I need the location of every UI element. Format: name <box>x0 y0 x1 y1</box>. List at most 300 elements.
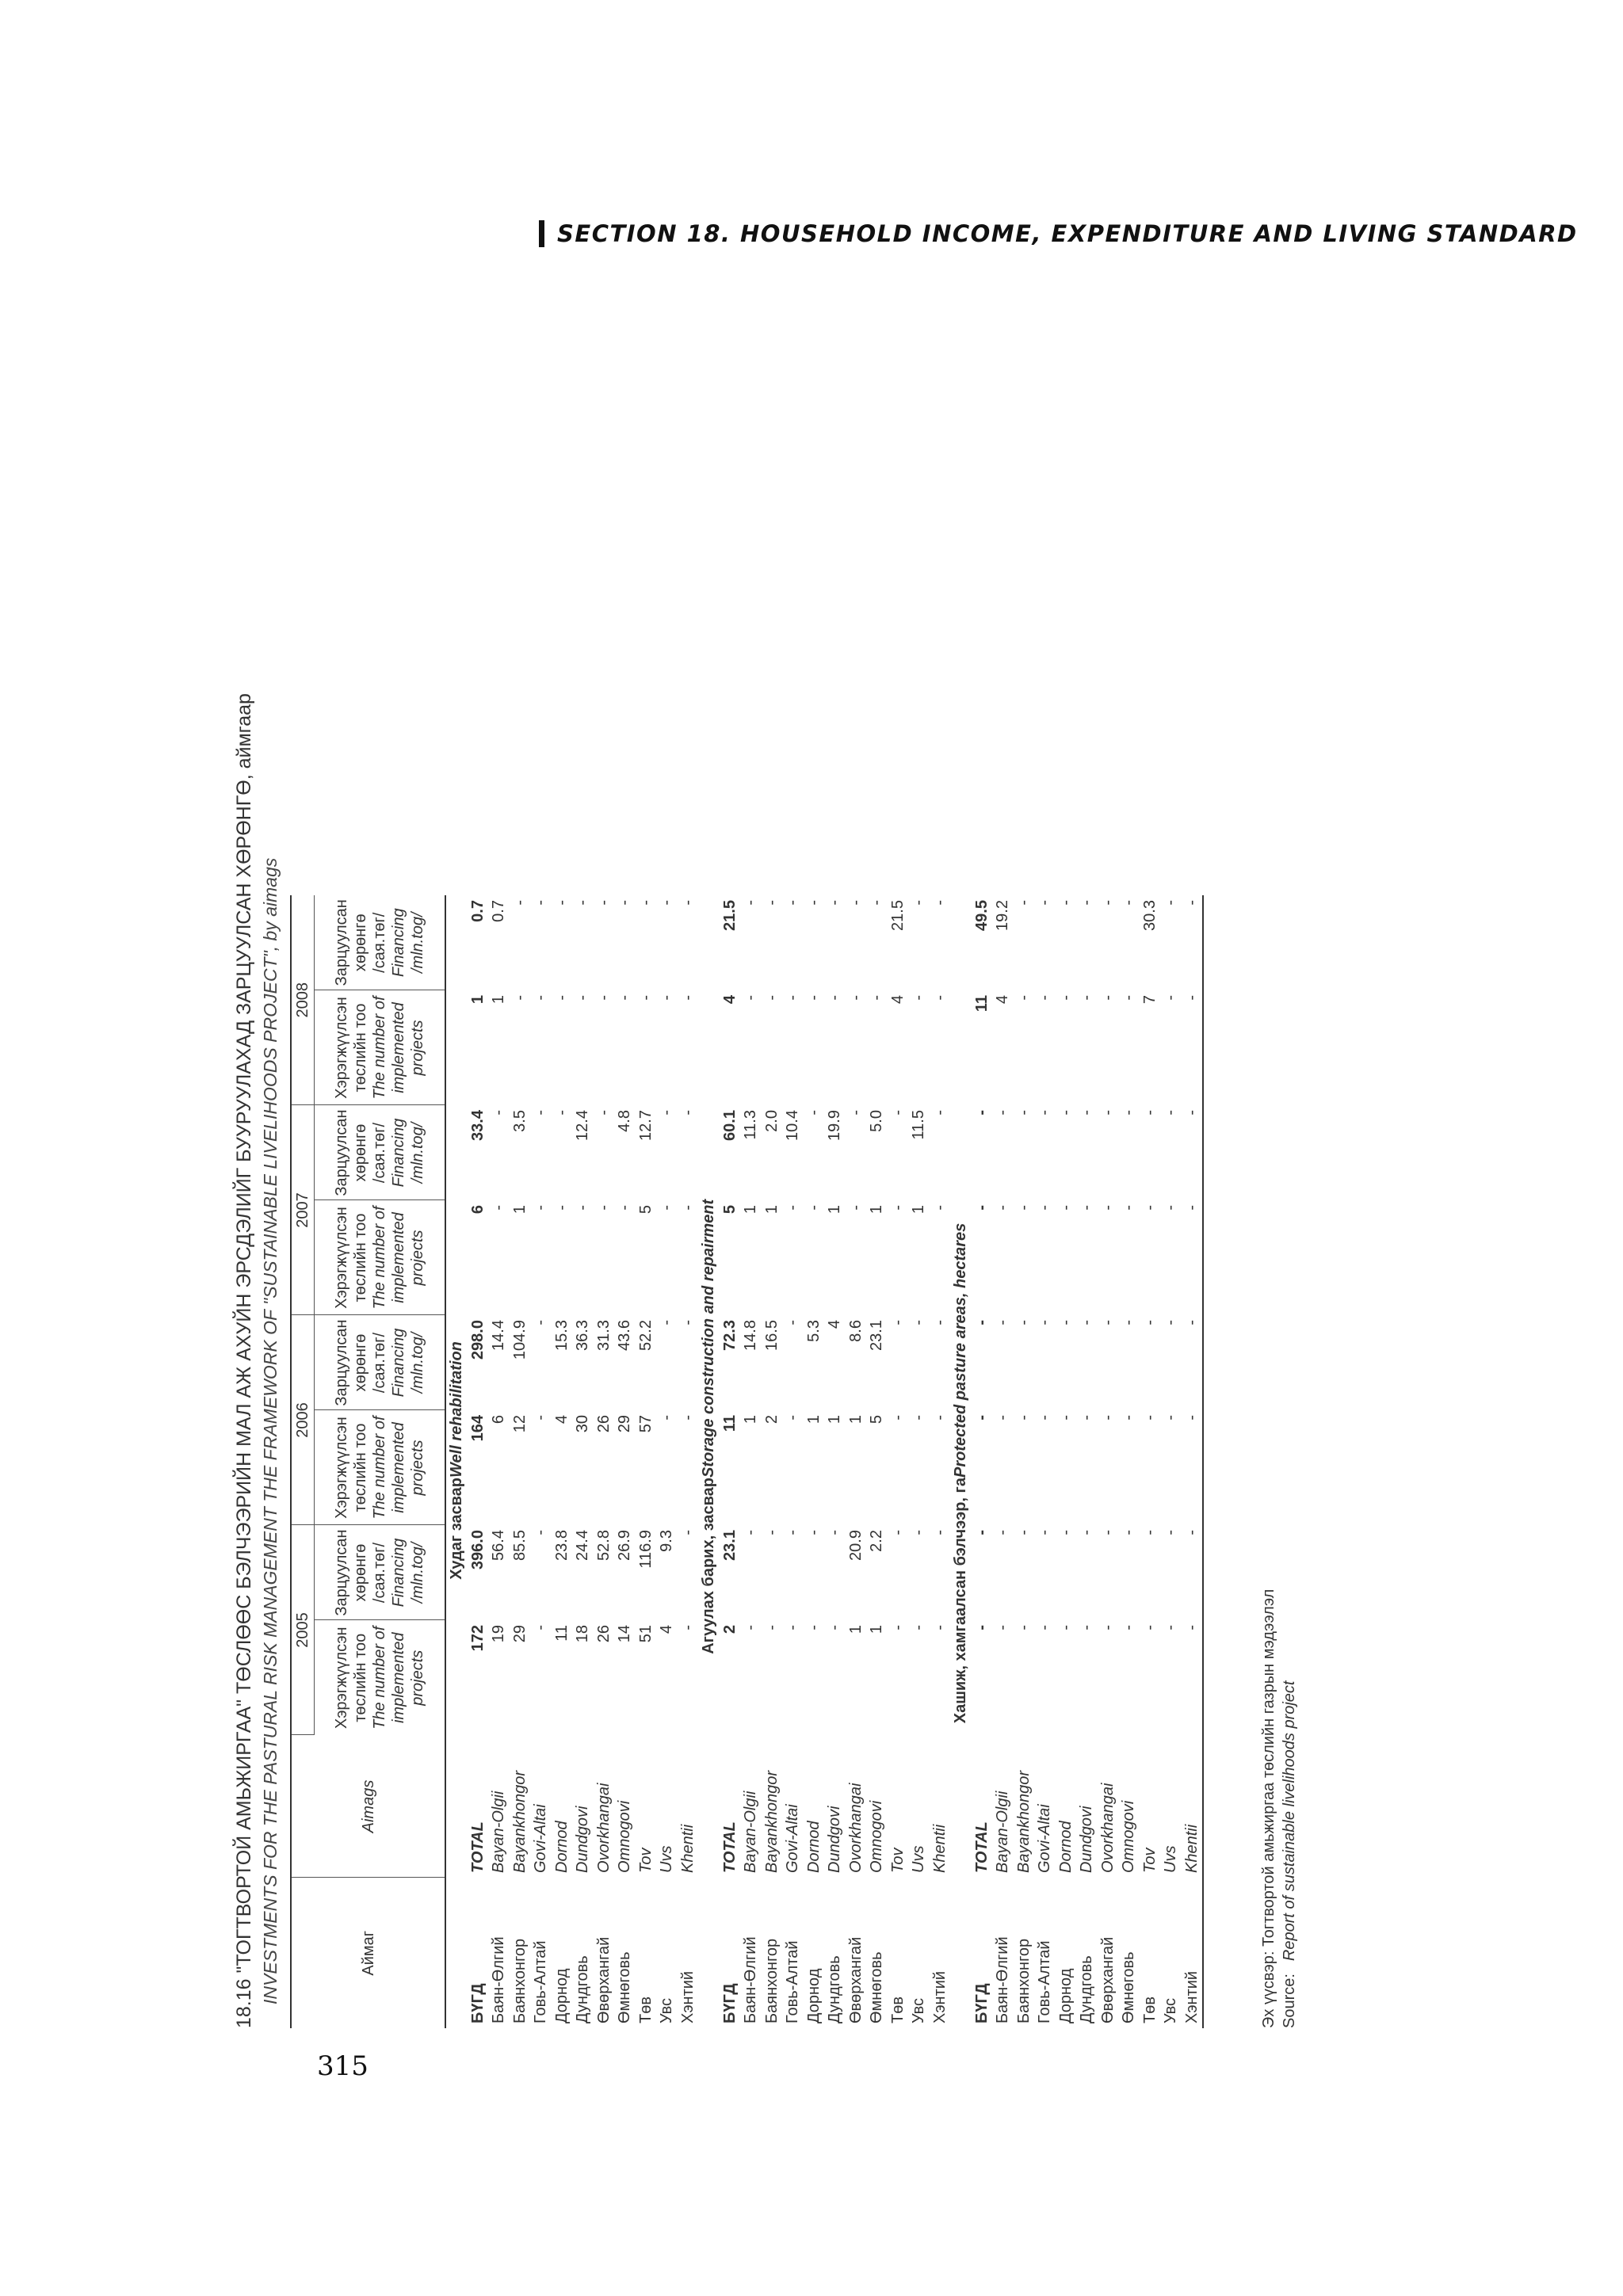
projects-cell: 6 <box>490 1415 507 1425</box>
projects-cell: - <box>552 1205 571 1211</box>
aimag-name-mn: Өвөрхангай <box>594 1936 613 2023</box>
aimag-name-en: Tov <box>636 1848 655 1873</box>
financing-header-mn: /сая.төг/ <box>371 912 388 973</box>
source-note-mn: Эх үүсвэр: Тогтвортой амьжиргаа төслийн газрын мэдээлэл <box>1260 1589 1277 2028</box>
financing-cell: 104.9 <box>510 1320 529 1360</box>
projects-cell: - <box>490 1205 507 1211</box>
financing-cell: 12.4 <box>574 1110 591 1141</box>
projects-cell: 11 <box>972 995 991 1013</box>
aimag-name-mn: Баянхонгор <box>1014 1938 1033 2023</box>
financing-cell: - <box>910 1530 927 1535</box>
projects-cell: 164 <box>468 1415 487 1442</box>
projects-cell: - <box>574 995 591 1001</box>
table-row <box>572 895 594 2028</box>
projects-cell: - <box>1182 990 1204 1105</box>
financing-header-en: /mln.tog/ <box>409 1122 426 1184</box>
projects-cell: 4 <box>720 995 739 1005</box>
financing-cell: - <box>1182 1315 1204 1410</box>
table-row <box>1160 895 1182 2028</box>
aimag-name-en: Khentii <box>678 1824 697 1873</box>
projects-cell: - <box>784 1625 801 1630</box>
financing-col-header <box>315 1525 446 1620</box>
financing-cell: - <box>678 1530 697 1535</box>
aimag-name-mn: Дундговь <box>1078 1955 1095 2023</box>
projects-cell: - <box>742 995 759 1001</box>
table-row <box>1182 895 1204 2028</box>
financing-cell: 8.6 <box>846 1320 865 1342</box>
projects-header-mn: төслийн тоо <box>352 1213 369 1302</box>
aimag-name-en: Bayan-Olgii <box>994 1791 1011 1873</box>
projects-cell: 5 <box>720 1205 739 1215</box>
aimag-name-mn: Увс <box>658 1998 675 2023</box>
projects-cell: - <box>1120 1415 1137 1421</box>
projects-header-en: The number of <box>371 996 388 1100</box>
financing-cell: 14.4 <box>490 1320 507 1351</box>
projects-header-mn: төслийн тоо <box>352 1423 369 1512</box>
projects-cell: - <box>1162 995 1179 1001</box>
projects-cell: - <box>678 1205 697 1211</box>
financing-header-mn: /сая.төг/ <box>371 1332 388 1394</box>
projects-header-en: The number of <box>371 1416 388 1520</box>
financing-cell: - <box>994 1320 1011 1325</box>
projects-cell: 1 <box>826 1415 843 1425</box>
financing-cell: - <box>552 900 571 906</box>
financing-header-en: /mln.tog/ <box>409 1542 426 1604</box>
projects-cell: - <box>1182 1620 1204 1735</box>
projects-cell: 5 <box>636 1205 655 1215</box>
projects-cell: - <box>1056 1415 1075 1421</box>
table-title-mn: 18.16 "ТОГТВОРТОЙ АМЬЖИРГАА" ТӨСЛӨӨС БЭЛЧЭЭРИЙН МАЛ АЖ АХУЙН ЭРСДЭЛИЙГ БУУРУУЛАХАД ЗАРЦУУЛСАН ХӨРӨНГӨ, аймгаар <box>233 693 255 2028</box>
aimag-name-mn: Дорнод <box>1056 1968 1075 2023</box>
financing-cell: 31.3 <box>594 1320 613 1351</box>
financing-cell: - <box>1056 1320 1075 1325</box>
projects-cell: - <box>1182 1410 1204 1525</box>
projects-cell: - <box>972 1205 991 1211</box>
table-row <box>1034 895 1056 2028</box>
projects-cell: - <box>910 995 927 1001</box>
aimag-name-en: Dundgovi <box>1078 1806 1095 1873</box>
financing-cell: - <box>784 1320 801 1325</box>
aimag-name-en: Uvs <box>1162 1845 1179 1873</box>
financing-header-mn: хөрөнгө <box>352 1123 369 1182</box>
projects-header-mn: Хэрэгжүүлсэн <box>333 1417 350 1519</box>
aimag-name-en: Omnogovi <box>868 1800 885 1873</box>
projects-header-mn: Хэрэгжүүлсэн <box>333 1627 350 1730</box>
financing-cell: - <box>678 900 697 906</box>
financing-cell: - <box>532 1110 549 1116</box>
table-row <box>636 895 657 2028</box>
financing-header-en: /mln.tog/ <box>409 1332 426 1394</box>
projects-cell: - <box>868 995 885 1001</box>
col-header-aimag-mn: Аймаг <box>291 1878 445 2028</box>
financing-cell: - <box>490 1110 507 1116</box>
financing-cell: - <box>930 1320 949 1325</box>
source-value: Report of sustainable livelihoods project <box>1281 1680 1298 1962</box>
financing-cell: - <box>658 1110 675 1116</box>
financing-header-en: Financing <box>390 1118 407 1188</box>
aimag-name-en: Uvs <box>910 1845 927 1873</box>
projects-cell: - <box>930 995 949 1001</box>
financing-cell: - <box>510 900 529 906</box>
projects-cell: - <box>532 1415 549 1421</box>
financing-cell: - <box>762 1530 781 1535</box>
aimag-name-en: Omnogovi <box>616 1800 633 1873</box>
aimag-name-en: Uvs <box>658 1845 675 1873</box>
aimag-name-en: Khentii <box>930 1824 949 1873</box>
aimag-name-en: Ovorkhangai <box>1098 1783 1117 1873</box>
block-title-en: Protected pasture areas, hectares <box>952 1222 969 1478</box>
projects-cell: - <box>930 1415 949 1421</box>
financing-cell: - <box>804 1530 823 1535</box>
projects-cell: 1 <box>868 1625 885 1634</box>
projects-cell: - <box>846 1205 865 1211</box>
projects-cell: - <box>1056 1205 1075 1211</box>
aimag-name-en: Govi-Altai <box>532 1804 549 1873</box>
projects-cell: - <box>1162 1625 1179 1630</box>
projects-cell: - <box>1014 1205 1033 1211</box>
financing-cell: - <box>1014 1530 1033 1535</box>
financing-cell: 10.4 <box>784 1110 801 1141</box>
block-subheader <box>698 895 720 2028</box>
total-row <box>468 895 489 2028</box>
table-row <box>992 895 1014 2028</box>
projects-cell: 4 <box>888 995 907 1005</box>
financing-cell: - <box>552 1110 571 1116</box>
projects-header-en: projects <box>409 1440 426 1496</box>
block-subheader-row <box>445 895 468 2028</box>
projects-cell: - <box>994 1625 1011 1630</box>
table-row <box>552 895 573 2028</box>
projects-cell: 1 <box>742 1415 759 1425</box>
projects-cell: - <box>658 995 675 1001</box>
projects-cell: - <box>804 995 823 1001</box>
block-title-mn: Агуулах барих, засвар <box>700 1478 717 1654</box>
financing-cell: - <box>1140 1530 1159 1535</box>
aimag-name-en: Dornod <box>1056 1821 1075 1873</box>
aimag-name-mn: Дорнод <box>552 1968 571 2023</box>
projects-header-en: The number of <box>371 1626 388 1730</box>
financing-cell: - <box>1098 1530 1117 1535</box>
projects-cell: 1 <box>468 995 487 1005</box>
financing-cell: - <box>636 900 655 906</box>
table-row <box>1014 895 1035 2028</box>
projects-header-en: projects <box>409 1230 426 1286</box>
financing-cell: 5.3 <box>804 1320 823 1342</box>
block-subheader-row <box>950 895 972 2028</box>
projects-header-mn: төслийн тоо <box>352 1003 369 1093</box>
block-subheader <box>445 895 468 2028</box>
year-header: 2008 <box>291 895 315 1105</box>
projects-cell: - <box>1098 995 1117 1001</box>
aimag-name-en: Khentii <box>1182 1735 1204 1878</box>
aimag-name-mn: Баян-Өлгий <box>490 1936 507 2023</box>
projects-col-header <box>315 1620 446 1735</box>
total-row <box>720 895 741 2028</box>
table-row <box>614 895 636 2028</box>
projects-cell: - <box>1120 1625 1137 1630</box>
block-subheader-row <box>698 895 720 2028</box>
financing-header-en: Financing <box>390 1538 407 1608</box>
year-header: 2006 <box>291 1315 315 1525</box>
financing-cell: - <box>742 900 759 906</box>
financing-col-header <box>315 1105 446 1200</box>
financing-cell: - <box>658 1320 675 1325</box>
financing-cell: 9.3 <box>658 1530 675 1552</box>
aimag-name-en: Dundgovi <box>826 1806 843 1873</box>
projects-cell: 19 <box>490 1625 507 1643</box>
table-row <box>1098 895 1119 2028</box>
financing-cell: - <box>616 900 633 906</box>
projects-cell: 11 <box>552 1625 571 1642</box>
financing-cell: - <box>1078 1320 1095 1325</box>
financing-cell: 43.6 <box>616 1320 633 1351</box>
projects-cell: - <box>1056 1625 1075 1630</box>
projects-cell: - <box>1098 1205 1117 1211</box>
projects-cell: 1 <box>742 1205 759 1215</box>
aimag-name-mn: Өмнөговь <box>1120 1951 1137 2023</box>
projects-cell: - <box>532 995 549 1001</box>
projects-cell: - <box>1140 1415 1159 1421</box>
aimag-name-mn: Дорнод <box>804 1968 823 2023</box>
financing-cell: - <box>972 1530 991 1535</box>
projects-cell: - <box>1098 1415 1117 1421</box>
financing-cell: 24.4 <box>574 1530 591 1561</box>
projects-cell: - <box>1098 1625 1117 1630</box>
financing-cell: 49.5 <box>972 900 991 931</box>
financing-cell: 23.8 <box>552 1530 571 1561</box>
block-title-mn: Хашиж, хамгаалсан бэлчээр, га <box>952 1478 969 1724</box>
table-row <box>866 895 888 2028</box>
projects-cell: 1 <box>804 1415 823 1425</box>
financing-cell: 30.3 <box>1140 900 1159 931</box>
projects-cell: - <box>616 995 633 1001</box>
financing-cell: - <box>804 900 823 906</box>
financing-cell: - <box>972 1110 991 1116</box>
financing-cell: - <box>1140 1110 1159 1116</box>
financing-cell: - <box>532 1530 549 1535</box>
projects-cell: 2 <box>762 1415 781 1425</box>
financing-cell: - <box>658 900 675 906</box>
projects-cell: 14 <box>616 1625 633 1643</box>
financing-cell: - <box>1014 1320 1033 1325</box>
projects-cell: 4 <box>658 1625 675 1634</box>
aimag-name-en: Dornod <box>804 1821 823 1873</box>
financing-cell: - <box>1182 1525 1204 1620</box>
projects-cell: 1 <box>762 1205 781 1215</box>
projects-cell: 1 <box>846 1625 865 1634</box>
aimag-name-en: Bayankhongor <box>510 1771 529 1873</box>
projects-cell: 5 <box>868 1415 885 1425</box>
financing-cell: - <box>1078 1110 1095 1116</box>
aimag-name-mn: Дундговь <box>574 1955 591 2023</box>
financing-cell: 0.7 <box>468 900 487 922</box>
aimag-name-en: Bayankhongor <box>762 1771 781 1873</box>
financing-cell: - <box>1078 1530 1095 1535</box>
aimag-name-mn: Төв <box>1140 1997 1159 2023</box>
financing-cell: - <box>846 900 865 906</box>
financing-cell: - <box>678 1110 697 1116</box>
table-row <box>510 895 531 2028</box>
table-row <box>930 895 951 2028</box>
projects-cell: - <box>888 1625 907 1630</box>
aimag-name-mn: Говь-Алтай <box>532 1940 549 2023</box>
table-row <box>804 895 825 2028</box>
projects-header-en: projects <box>409 1020 426 1076</box>
financing-cell: 60.1 <box>720 1110 739 1141</box>
aimag-name-en: TOTAL <box>468 1821 487 1873</box>
table-row <box>594 895 615 2028</box>
financing-cell: - <box>1140 1320 1159 1325</box>
projects-cell: - <box>762 995 781 1001</box>
financing-cell: - <box>1162 1110 1179 1116</box>
aimag-name-mn: Увс <box>1162 1998 1179 2023</box>
financing-cell: - <box>888 1110 907 1116</box>
aimag-name-mn: Баянхонгор <box>510 1938 529 2023</box>
financing-header-mn: Зарцуулсан <box>333 1529 350 1616</box>
financing-cell: - <box>1056 1530 1075 1535</box>
financing-cell: 2.0 <box>762 1110 781 1132</box>
financing-cell: 0.7 <box>490 900 507 922</box>
financing-cell: 11.5 <box>910 1110 927 1140</box>
projects-cell: - <box>826 1625 843 1630</box>
projects-cell: 4 <box>552 1415 571 1425</box>
financing-header-en: Financing <box>390 908 407 978</box>
financing-cell: 36.3 <box>574 1320 591 1351</box>
projects-cell: - <box>1036 1625 1053 1630</box>
projects-cell: - <box>1078 995 1095 1001</box>
aimag-name-en: TOTAL <box>972 1821 991 1873</box>
projects-cell: 1 <box>510 1205 529 1215</box>
aimag-name-mn: Хэнтий <box>1182 1878 1204 2028</box>
financing-cell: 21.5 <box>720 900 739 931</box>
financing-cell: - <box>594 900 613 906</box>
projects-cell: 4 <box>994 995 1011 1005</box>
financing-cell: 52.2 <box>636 1320 655 1351</box>
projects-cell: - <box>532 1205 549 1211</box>
projects-cell: - <box>784 995 801 1001</box>
year-header: 2005 <box>291 1525 315 1735</box>
financing-cell: - <box>804 1110 823 1116</box>
source-label: Source: <box>1281 1974 1298 2028</box>
projects-cell: - <box>804 1625 823 1630</box>
financing-header-en: Financing <box>390 1328 407 1398</box>
block-subheader <box>950 895 972 2028</box>
table-row <box>678 895 699 2028</box>
financing-header-mn: хөрөнгө <box>352 1333 369 1392</box>
financing-cell: 26.9 <box>616 1530 633 1561</box>
projects-cell: - <box>616 1205 633 1211</box>
aimag-name-mn: БҮГД <box>972 1983 991 2023</box>
projects-cell: 18 <box>574 1625 591 1643</box>
projects-cell: 51 <box>636 1625 655 1643</box>
table-row <box>530 895 552 2028</box>
table-row <box>1140 895 1161 2028</box>
financing-cell: - <box>994 1530 1011 1535</box>
financing-cell: 11.3 <box>742 1110 759 1140</box>
aimag-name-en: TOTAL <box>720 1821 739 1873</box>
financing-cell: - <box>574 900 591 906</box>
table-row <box>824 895 846 2028</box>
projects-header-en: projects <box>409 1650 426 1706</box>
financing-cell: - <box>1036 1320 1053 1325</box>
financing-cell: 3.5 <box>510 1110 529 1132</box>
projects-cell: - <box>804 1205 823 1211</box>
projects-cell: - <box>532 1625 549 1630</box>
projects-cell: 1 <box>868 1205 885 1215</box>
projects-cell: - <box>1036 995 1053 1001</box>
projects-cell: - <box>1036 1205 1053 1211</box>
financing-cell: - <box>532 900 549 906</box>
table-row <box>762 895 783 2028</box>
financing-cell: 15.3 <box>552 1320 571 1351</box>
projects-cell: - <box>826 995 843 1001</box>
aimag-name-en: Bayan-Olgii <box>742 1791 759 1873</box>
aimag-name-en: Tov <box>888 1848 907 1873</box>
projects-cell: - <box>1120 1205 1137 1211</box>
financing-cell: - <box>784 900 801 906</box>
financing-cell: - <box>762 900 781 906</box>
projects-header-mn: Хэрэгжүүлсэн <box>333 997 350 1099</box>
projects-cell: 172 <box>468 1625 487 1652</box>
financing-cell: - <box>1036 900 1053 906</box>
financing-cell: 2.2 <box>868 1530 885 1552</box>
projects-cell: - <box>552 995 571 1001</box>
table-title-en: INVESTMENTS FOR THE PASTURAL RISK MANAGEMENT THE FRAMEWORK OF "SUSTAINABLE LIVELIHOODS PROJECT", by aimags <box>260 857 281 2004</box>
table-row <box>1076 895 1098 2028</box>
projects-cell: - <box>510 995 529 1001</box>
aimag-name-mn: Дундговь <box>826 1955 843 2023</box>
financing-cell: - <box>1162 900 1179 906</box>
projects-cell: - <box>678 995 697 1001</box>
projects-cell: 29 <box>510 1625 529 1643</box>
aimag-name-en: Bayan-Olgii <box>490 1791 507 1873</box>
financing-cell: - <box>1098 900 1117 906</box>
projects-cell: - <box>930 1625 949 1630</box>
aimag-name-mn: Төв <box>888 1997 907 2023</box>
projects-cell: 1 <box>910 1205 927 1215</box>
projects-cell: - <box>574 1205 591 1211</box>
financing-cell: - <box>1036 1530 1053 1535</box>
projects-cell: - <box>678 1625 697 1630</box>
projects-cell: 26 <box>594 1625 613 1643</box>
financing-cell: 396.0 <box>468 1530 487 1570</box>
financing-cell: 4.8 <box>616 1110 633 1132</box>
page-number: 315 <box>317 2050 369 2082</box>
projects-cell: - <box>594 1205 613 1211</box>
projects-cell: - <box>972 1415 991 1421</box>
financing-cell: 23.1 <box>868 1320 885 1351</box>
projects-cell: - <box>594 995 613 1001</box>
financing-cell: - <box>972 1320 991 1325</box>
financing-cell: - <box>678 1320 697 1325</box>
financing-cell: 33.4 <box>468 1110 487 1141</box>
financing-cell: 21.5 <box>888 900 907 931</box>
financing-header-mn: Зарцуулсан <box>333 899 350 986</box>
aimag-name-en: Dornod <box>552 1821 571 1873</box>
projects-cell: 6 <box>468 1205 487 1215</box>
projects-cell: 30 <box>574 1415 591 1433</box>
financing-cell: - <box>994 1110 1011 1116</box>
projects-cell: - <box>888 1415 907 1421</box>
year-header: 2007 <box>291 1105 315 1315</box>
financing-cell: - <box>1056 1110 1075 1116</box>
source-note-en <box>1281 1681 1299 2028</box>
financing-header-mn: Зарцуулсан <box>333 1109 350 1196</box>
financing-cell: - <box>910 900 927 906</box>
aimag-name-mn: Өмнөговь <box>616 1951 633 2023</box>
financing-cell: - <box>532 1320 549 1325</box>
projects-cell: - <box>1078 1415 1095 1421</box>
